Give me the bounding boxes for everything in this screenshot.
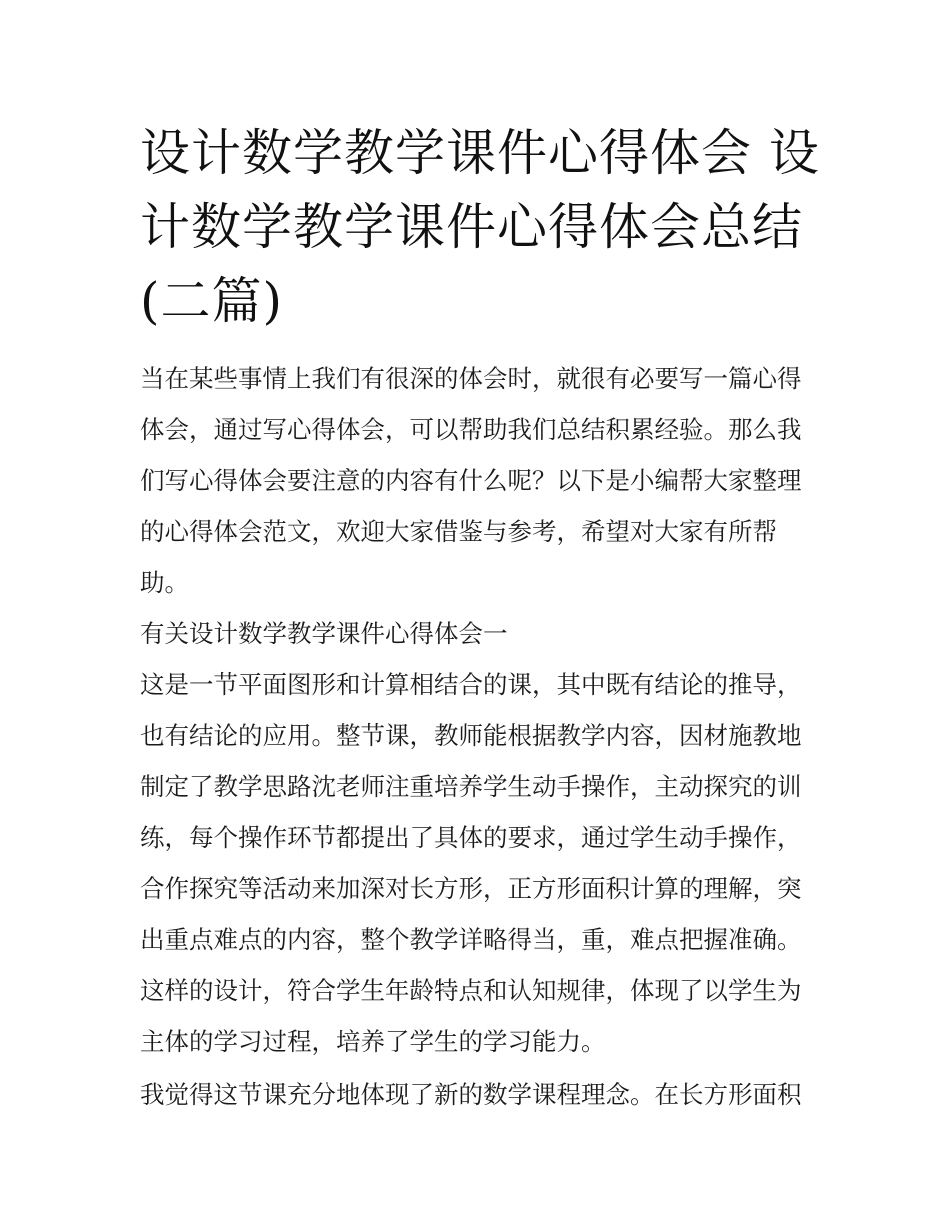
text-line: 助。 (140, 568, 189, 597)
text-line: 这是一节平面图形和计算相结合的课，其中既有结论的推导， (140, 670, 802, 699)
text-line: 主体的学习过程，培养了学生的学习能力。 (140, 1027, 606, 1056)
title-line: (二篇) (140, 272, 284, 330)
title-line: 计数学教学课件心得体会总结 (140, 198, 803, 256)
text-line: 体会，通过写心得体会，可以帮助我们总结积累经验。那么我 (140, 415, 802, 444)
text-line: 的心得体会范文，欢迎大家借鉴与参考，希望对大家有所帮 (140, 517, 777, 546)
text-line: 制定了教学思路沈老师注重培养学生动手操作，主动探究的训 (140, 772, 802, 801)
text-line: 出重点难点的内容，整个教学详略得当，重，难点把握准确。 (140, 925, 802, 954)
text-line: 这样的设计，符合学生年龄特点和认知规律，体现了以学生为 (140, 976, 802, 1005)
intro-paragraph (140, 353, 820, 608)
document-title (140, 116, 820, 338)
body-paragraph (140, 659, 820, 1067)
text-line: 们写心得体会要注意的内容有什么呢？以下是小编帮大家整理 (140, 466, 802, 495)
body-paragraph (140, 1069, 820, 1120)
text-line: 也有结论的应用。整节课，教师能根据教学内容，因材施教地 (140, 721, 802, 750)
text-line: 练，每个操作环节都提出了具体的要求，通过学生动手操作， (140, 823, 802, 852)
section-heading: 有关设计数学教学课件心得体会一 (140, 619, 508, 648)
text-line: 当在某些事情上我们有很深的体会时，就很有必要写一篇心得 (140, 364, 802, 393)
text-line: 合作探究等活动来加深对长方形，正方形面积计算的理解，突 (140, 874, 802, 903)
text-line: 我觉得这节课充分地体现了新的数学课程理念。在长方形面积 (140, 1080, 802, 1109)
title-line: 设计数学教学课件心得体会 设 (140, 124, 820, 182)
